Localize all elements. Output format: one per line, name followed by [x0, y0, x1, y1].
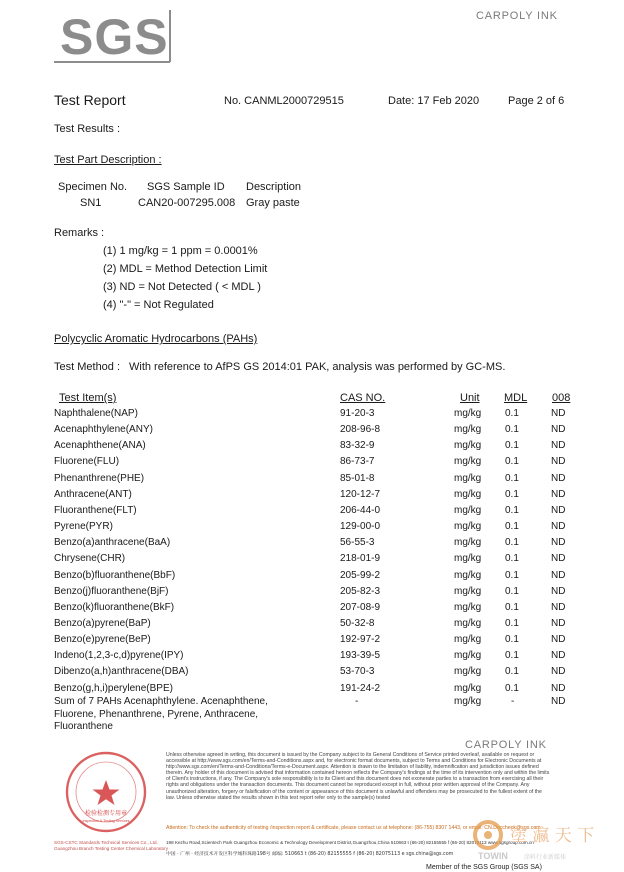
sum-row-unit: mg/kg [454, 696, 482, 707]
cell-item: Acenaphthylene(ANY) [54, 424, 153, 436]
remark-item: (1) 1 mg/kg = 1 ppm = 0.0001% [103, 245, 258, 257]
cell-item: Fluorene(FLU) [54, 456, 120, 468]
cell-unit: mg/kg [454, 553, 482, 565]
inspection-stamp [64, 750, 148, 834]
remark-item: (2) MDL = Method Detection Limit [103, 263, 268, 275]
cell-item: Naphthalene(NAP) [54, 408, 138, 419]
cell-mdl: 0.1 [505, 488, 519, 500]
cell-unit: mg/kg [454, 521, 482, 533]
cell-mdl: 0.1 [505, 504, 519, 516]
remark-item: (3) ND = Not Detected ( < MDL ) [103, 281, 261, 293]
description-value: Gray paste [246, 197, 300, 209]
cell-cas: 120-12-7 [340, 488, 381, 500]
cell-cas: 218-01-9 [340, 553, 381, 565]
table-row [0, 473, 624, 489]
cell-mdl: 0.1 [505, 585, 519, 597]
table-row [0, 505, 624, 521]
cell-cas: 208-96-8 [340, 424, 381, 436]
sgs-member-note: Member of the SGS Group (SGS SA) [426, 864, 542, 871]
stamp-org-line: SGS-CSTC Standards Technical Services Co., Ltd. [54, 840, 158, 845]
cell-mdl: 0.1 [505, 553, 519, 565]
cell-mdl: 0.1 [505, 666, 519, 678]
cell-mdl: 0.1 [505, 537, 519, 549]
remark-item: (4) "-" = Not Regulated [103, 299, 214, 311]
cell-unit: mg/kg [454, 682, 482, 694]
table-row [0, 424, 624, 440]
table-row [0, 521, 624, 537]
cell-mdl: 0.1 [505, 472, 519, 484]
cell-unit: mg/kg [454, 601, 482, 613]
svg-text:SGS: SGS [60, 9, 169, 65]
report-number: No. CANML2000729515 [224, 95, 344, 107]
cell-item: Benzo(a)anthracene(BaA) [54, 537, 171, 549]
cell-unit: mg/kg [454, 424, 482, 436]
cell-result: ND [551, 634, 566, 646]
description-header: Description [246, 181, 302, 193]
cell-item: Pyrene(PYR) [54, 521, 113, 533]
table-row [0, 666, 624, 682]
cell-cas: 50-32-8 [340, 617, 375, 629]
cell-cas: 91-20-3 [340, 408, 375, 419]
table-row [0, 408, 624, 424]
cell-result: ND [551, 601, 566, 613]
col-header-unit: Unit [460, 392, 480, 404]
sum-row-line: Fluoranthene [54, 721, 113, 732]
table-row [0, 650, 624, 666]
cell-unit: mg/kg [454, 569, 482, 581]
cell-cas: 129-00-0 [340, 521, 381, 533]
cell-mdl: 0.1 [505, 456, 519, 468]
part-description-heading: Test Part Description : [54, 154, 162, 166]
sum-row-line: Fluorene, Phenanthrene, Pyrene, Anthracene, [54, 708, 259, 720]
cell-unit: mg/kg [454, 650, 482, 662]
report-title: Test Report [54, 92, 126, 108]
cell-result: ND [551, 569, 566, 581]
sum-row-line: Sum of 7 PAHs Acenaphthylene. Acenaphthene, [54, 696, 268, 707]
table-row [0, 602, 624, 618]
remarks-label: Remarks : [54, 227, 105, 239]
test-method-label: Test Method : [54, 361, 121, 373]
authenticity-notice: Attention: To check the authenticity of testing /inspection report & certificate, please contact us at telephone: (86-755) 8307 1443, or email: CN.Doccheck@sgs.com [166, 825, 541, 831]
cell-result: ND [551, 521, 566, 533]
brand-label-bottom: CARPOLY INK [465, 739, 547, 751]
report-date: Date: 17 Feb 2020 [388, 95, 480, 107]
test-method-text: With reference to AfPS GS 2014:01 PAK, analysis was performed by GC-MS. [129, 361, 506, 373]
cell-unit: mg/kg [454, 472, 482, 484]
cell-cas: 56-55-3 [340, 537, 375, 549]
cell-result: ND [551, 682, 566, 694]
cell-item: Benzo(e)pyrene(BeP) [54, 634, 151, 646]
cell-item: Benzo(g,h,i)perylene(BPE) [54, 682, 173, 694]
col-header-item: Test Item(s) [59, 392, 117, 404]
cell-item: Benzo(k)fluoranthene(BkF) [54, 601, 175, 613]
cell-unit: mg/kg [454, 537, 482, 549]
cell-unit: mg/kg [454, 440, 482, 452]
address-chinese: 中国 · 广州 · 经济技术开发区科学城科珠路198号 邮编: 510663 t (86-20) 82155555 f (86-20) 82075113 e sgs.china@sgs.com [166, 852, 454, 857]
cell-result: ND [551, 456, 566, 468]
sum-row-cas: - [355, 696, 359, 707]
cell-result: ND [551, 488, 566, 500]
cell-item: Anthracene(ANT) [54, 488, 132, 500]
cell-cas: 205-99-2 [340, 569, 381, 581]
col-header-cas: CAS NO. [340, 392, 386, 404]
cell-result: ND [551, 504, 566, 516]
table-row [0, 456, 624, 472]
cell-item: Chrysene(CHR) [54, 553, 126, 565]
cell-unit: mg/kg [454, 488, 482, 500]
cell-cas: 83-32-9 [340, 440, 375, 452]
cell-result: ND [551, 424, 566, 436]
cell-item: Dibenzo(a,h)anthracene(DBA) [54, 666, 189, 678]
test-results-label: Test Results : [54, 123, 121, 135]
cell-cas: 206-44-0 [340, 504, 381, 516]
table-row [0, 537, 624, 553]
cell-cas: 192-97-2 [340, 634, 381, 646]
disclaimer-text: Unless otherwise agreed in writing, this document is issued by the Company subject to its General Conditions of Service printed overleaf, available on request or accessible at http://www.sgs.com/en/Terms-and-Conditions.aspx and, for electronic format documents, subject to Terms and Conditions for Electronic Documents at http://www.sgs.com/en/Terms-and-Conditions/Terms-e-Document.aspx. Attention is drawn to the limitation of liability, indemnification and jurisdiction issues defined therein. Any holder of this document is advised that information contained hereon reflects the Company's findings at the time of its intervention only and within the limits of Client's instructions, if any. The Company's sole responsibility is to its Client and this document does not exonerate parties to a transaction from exercising all their rights and obligations under the transaction documents. This document cannot be reproduced except in full, without prior written approval of the Company. Any unauthorized alteration, forgery or falsification of the content or appearance of this document is unlawful and offenders may be prosecuted to the fullest extent of the law. Unless otherwise stated the results shown in this test report refer only to the sample(s) tested [166, 752, 550, 801]
table-row [0, 586, 624, 602]
cell-mdl: 0.1 [505, 569, 519, 581]
cell-cas: 205-82-3 [340, 585, 381, 597]
cell-unit: mg/kg [454, 456, 482, 468]
address-english: 198 Kezhu Road,Scientech Park Guangzhou Economic & Technology Development District,Guangzhou,China 510663 t (86-20) 82155555 f (86-20) 82075113 www.sgsgroup.com.cn [166, 840, 534, 845]
stamp-org [54, 840, 168, 852]
cell-result: ND [551, 617, 566, 629]
cell-cas: 53-70-3 [340, 666, 375, 678]
cell-item: Indeno(1,2,3-c,d)pyrene(IPY) [54, 650, 184, 662]
cell-cas: 86-73-7 [340, 456, 375, 468]
cell-result: ND [551, 666, 566, 678]
cell-result: ND [551, 537, 566, 549]
cell-result: ND [551, 553, 566, 565]
cell-cas: 193-39-5 [340, 650, 381, 662]
cell-unit: mg/kg [454, 504, 482, 516]
sum-row-result: ND [551, 696, 566, 707]
cell-mdl: 0.1 [505, 634, 519, 646]
specimen-no-header: Specimen No. [58, 181, 128, 193]
cell-item: Acenaphthene(ANA) [54, 440, 146, 452]
cell-mdl: 0.1 [505, 521, 519, 533]
page-number: Page 2 of 6 [508, 95, 565, 107]
cell-item: Benzo(b)fluoranthene(BbF) [54, 569, 176, 581]
cell-mdl: 0.1 [505, 682, 519, 694]
cell-unit: mg/kg [454, 617, 482, 629]
cell-item: Benzo(j)fluoranthene(BjF) [54, 585, 169, 597]
cell-result: ND [551, 408, 566, 419]
cell-unit: mg/kg [454, 634, 482, 646]
cell-unit: mg/kg [454, 408, 482, 419]
table-row [0, 634, 624, 650]
specimen-no-value: SN1 [80, 197, 102, 209]
section-title: Polycyclic Aromatic Hydrocarbons (PAHs) [54, 333, 258, 345]
col-header-result: 008 [552, 392, 571, 404]
cell-cas: 207-08-9 [340, 601, 381, 613]
table-row [0, 440, 624, 456]
cell-item: Benzo(a)pyrene(BaP) [54, 617, 151, 629]
watermark-tag: 涂料行业新媒体 [524, 854, 567, 861]
sum-row-mdl: - [511, 696, 515, 707]
cell-unit: mg/kg [454, 666, 482, 678]
sum-row-item [54, 696, 268, 734]
cell-cas: 85-01-8 [340, 472, 375, 484]
cell-mdl: 0.1 [505, 601, 519, 613]
cell-mdl: 0.1 [505, 408, 519, 419]
cell-cas: 191-24-2 [340, 682, 381, 694]
cell-mdl: 0.1 [505, 424, 519, 436]
cell-result: ND [551, 472, 566, 484]
cell-item: Fluoranthene(FLT) [54, 504, 137, 516]
table-row [0, 489, 624, 505]
brand-label-top: CARPOLY INK [476, 10, 558, 22]
cell-mdl: 0.1 [505, 650, 519, 662]
towin-watermark [466, 815, 616, 865]
col-header-mdl: MDL [504, 392, 528, 404]
cell-result: ND [551, 440, 566, 452]
watermark-sub: TOWIN [478, 851, 508, 861]
cell-mdl: 0.1 [505, 617, 519, 629]
table-row [0, 618, 624, 634]
cell-mdl: 0.1 [505, 440, 519, 452]
cell-item: Phenanthrene(PHE) [54, 472, 145, 484]
sample-id-header: SGS Sample ID [147, 181, 225, 193]
table-row [0, 570, 624, 586]
watermark-text: 塗 瀛 天 下 [510, 826, 595, 846]
stamp-org-line: Guangzhou Branch Testing Center Chemical Laboratory [54, 846, 169, 851]
sgs-logo [54, 6, 192, 68]
stamp-sub: Inspection & Testing Services [82, 819, 130, 823]
table-row [0, 553, 624, 569]
cell-unit: mg/kg [454, 585, 482, 597]
stamp-text: 检验检测专用章 [84, 810, 128, 817]
cell-result: ND [551, 585, 566, 597]
cell-result: ND [551, 650, 566, 662]
sample-id-value: CAN20-007295.008 [138, 197, 236, 209]
